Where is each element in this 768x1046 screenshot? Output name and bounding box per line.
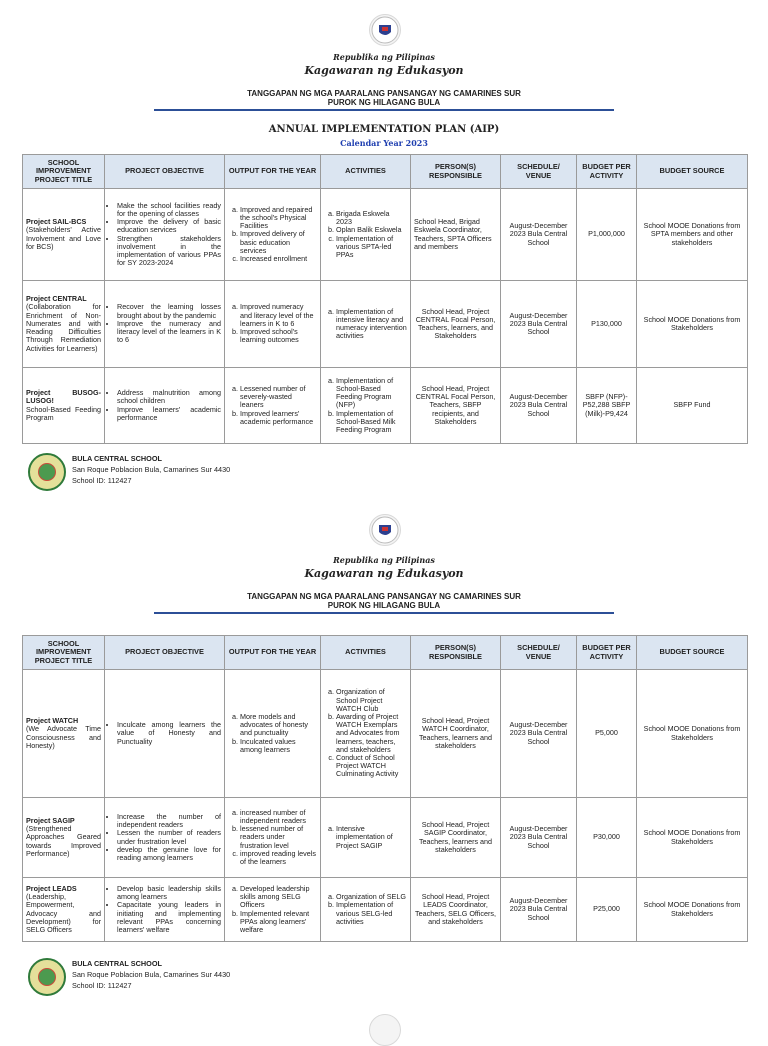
header-divider (154, 612, 614, 614)
schedule-cell: August-December 2023 Bula Central School (501, 368, 577, 444)
objective-cell (105, 798, 225, 878)
source-cell: School MOOE Donations from SPTA members and other stakeholders (637, 189, 748, 281)
school-logo-icon (28, 958, 66, 996)
republic-text: Republika ng Pilipinas (333, 52, 435, 62)
activity-item: b. Implementation of various SELG-led activities (336, 901, 407, 926)
output-item: a. Lessened number of severely-wasted leaners (240, 385, 317, 410)
schedule-cell: August-December 2023 Bula Central School (501, 798, 577, 878)
output-item: b. Inculcated values among learners (240, 738, 317, 754)
output-cell (225, 798, 321, 878)
project-title-cell (23, 670, 105, 798)
school-footer (28, 958, 328, 998)
col-header-persons: PERSON(S) RESPONSIBLE (411, 636, 501, 670)
budget-cell: SBFP (NFP)-P52,288 SBFP (Milk)-P9,424 (577, 368, 637, 444)
output-item: a. Improved and repaired the school's Physical Facilities (240, 206, 317, 231)
plan-title: ANNUAL IMPLEMENTATION PLAN (AIP) (268, 124, 500, 135)
objective-cell (105, 670, 225, 798)
activity-item: a. Implementation of intensive literacy and numeracy intervention activities (336, 308, 407, 341)
activities-cell (321, 189, 411, 281)
persons-cell: School Head, Project WATCH Coordinator, Teachers, learners and stakeholders (411, 670, 501, 798)
schedule-cell: August-December 2023 Bula Central School (501, 670, 577, 798)
activities-cell (321, 670, 411, 798)
activity-item: a. Organization of SELG (336, 893, 407, 901)
activity-item: a. Implementation of School-Based Feeding Program (NFP) (336, 377, 407, 410)
output-cell (225, 368, 321, 444)
output-cell (225, 878, 321, 942)
activity-item: b. Implementation of School-Based Milk Feeding Program (336, 410, 407, 435)
persons-cell: School Head, Project LEADS Coordinator, Teachers, SELG Officers, and stakeholders (411, 878, 501, 942)
output-item: b. Improved delivery of basic education services (240, 230, 317, 255)
col-header-output: OUTPUT FOR THE YEAR (225, 636, 321, 670)
project-desc: (We Advocate Time Consciousness and Honesty) (26, 724, 101, 750)
activities-cell (321, 368, 411, 444)
project-title-cell (23, 281, 105, 368)
footer-address: San Roque Poblacion Bula, Camarines Sur 4430 (72, 970, 231, 979)
output-item: a. Improved numeracy and literacy level of the learners in K to 6 (240, 303, 317, 328)
col-header-objective: PROJECT OBJECTIVE (105, 636, 225, 670)
col-header-source: BUDGET SOURCE (637, 636, 748, 670)
project-title-cell (23, 189, 105, 281)
activities-cell (321, 878, 411, 942)
col-header-budget: BUDGET PER ACTIVITY (577, 636, 637, 670)
source-cell: School MOOE Donations from Stakeholders (637, 798, 748, 878)
footer-address: San Roque Poblacion Bula, Camarines Sur 4430 (72, 465, 231, 474)
persons-cell: School Head, Project SAGIP Coordinator, Teachers, learners and stakeholders (411, 798, 501, 878)
table-row (23, 189, 748, 281)
activity-item: c. Implementation of various SPTA-led PPAs (336, 235, 407, 260)
republic-text: Republika ng Pilipinas (333, 555, 435, 565)
project-name: Project LEADS (26, 883, 77, 893)
objective-item: • develop the genuine love for reading among learners (117, 846, 221, 862)
office-line-2: PUROK NG HILAGANG BULA (327, 98, 441, 107)
objective-item: • Make the school facilities ready for the opening of classes (117, 202, 221, 218)
source-cell: SBFP Fund (637, 368, 748, 444)
budget-cell: P30,000 (577, 798, 637, 878)
project-desc: (Stakeholders' Active Involvement and Love for BCS) (26, 225, 101, 251)
output-item: b. lessened number of readers under frustration level (240, 825, 317, 850)
project-name: Project CENTRAL (26, 294, 87, 304)
budget-cell: P25,000 (577, 878, 637, 942)
output-cell (225, 281, 321, 368)
project-name: Project BUSOG-LUSOG! (26, 388, 101, 406)
output-item: a. More models and advocates of honesty and punctuality (240, 713, 317, 738)
project-title-cell (23, 878, 105, 942)
deped-seal-icon (369, 514, 401, 546)
school-logo-icon (28, 453, 66, 491)
budget-cell: P5,000 (577, 670, 637, 798)
activity-item: b. Awarding of Project WATCH Exemplars and Advocates from learners, teachers, and stakeholders (336, 713, 407, 754)
objective-item: • Improve the numeracy and literacy level of the learners in K to 6 (117, 320, 221, 345)
project-name: Project SAIL-BCS (26, 217, 87, 227)
objective-item: • Improve the delivery of basic education services (117, 218, 221, 234)
footer-school-id: School ID: 112427 (72, 476, 132, 485)
budget-cell: P1,000,000 (577, 189, 637, 281)
plan-year: Calendar Year 2023 (340, 138, 428, 148)
col-header-project-title: SCHOOL IMPROVEMENT PROJECT TITLE (23, 155, 105, 189)
output-item: a. Developed leadership skills among SELG Officers (240, 885, 317, 910)
aip-table (22, 635, 748, 942)
project-desc: (Leadership, Empowerment, Advocacy and Development) for SELG Officers (26, 892, 101, 934)
objective-item: • Increase the number of independent readers (117, 813, 221, 829)
schedule-cell: August-December 2023 Bula Central School (501, 878, 577, 942)
output-item: b. Improved learners' academic performance (240, 410, 317, 426)
col-header-budget: BUDGET PER ACTIVITY (577, 155, 637, 189)
output-item: c. Increased enrollment (240, 255, 317, 263)
col-header-schedule: SCHEDULE/ VENUE (501, 636, 577, 670)
objective-cell (105, 189, 225, 281)
col-header-schedule: SCHEDULE/ VENUE (501, 155, 577, 189)
footer-text (72, 958, 230, 991)
activities-cell (321, 798, 411, 878)
source-cell: School MOOE Donations from Stakeholders (637, 281, 748, 368)
school-footer (28, 453, 328, 493)
objective-cell (105, 878, 225, 942)
project-desc: (Strengthened Approaches Geared towards Improved Performance) (26, 824, 101, 858)
department-text: Kagawaran ng Edukasyon (304, 64, 464, 77)
footer-school-name: BULA CENTRAL SCHOOL (72, 454, 162, 463)
project-name: Project SAGIP (26, 815, 75, 825)
source-cell: School MOOE Donations from Stakeholders (637, 878, 748, 942)
document-page-2 (0, 500, 768, 1024)
project-desc: (Collaboration for Enrichment of Non-Numerates and with Reading Difficulties Through Remediation Activities for Learners) (26, 302, 101, 353)
output-item: b. Implemented relevant PPAs along learners' welfare (240, 910, 317, 935)
output-item: c. improved reading levels of the learners (240, 850, 317, 866)
activity-item: a. Intensive implementation of Project SAGIP (336, 825, 407, 850)
footer-text (72, 453, 230, 486)
objective-item: • Capacitate young leaders in initiating and implementing relevant PPAs concerning learners' welfare (117, 901, 221, 934)
document-page-1 (0, 0, 768, 500)
col-header-activities: ACTIVITIES (321, 155, 411, 189)
table-row (23, 281, 748, 368)
office-line-1: TANGGAPAN NG MGA PAARALANG PANSANGAY NG CAMARINES SUR (247, 89, 521, 98)
table-row (23, 670, 748, 798)
schedule-cell: August-December 2023 Bula Central School (501, 281, 577, 368)
department-text: Kagawaran ng Edukasyon (304, 567, 464, 580)
activity-item: a. Brigada Eskwela 2023 (336, 210, 407, 226)
project-desc: School-Based Feeding Program (26, 404, 101, 422)
objective-cell (105, 281, 225, 368)
persons-cell: School Head, Project CENTRAL Focal Person, Teachers, learners, and Stakeholders (411, 281, 501, 368)
aip-table (22, 154, 748, 444)
table-row (23, 368, 748, 444)
col-header-objective: PROJECT OBJECTIVE (105, 155, 225, 189)
source-cell: School MOOE Donations from Stakeholders (637, 670, 748, 798)
project-title-cell (23, 798, 105, 878)
objective-item: • Lessen the number of readers under frustration level (117, 829, 221, 845)
schedule-cell: August-December 2023 Bula Central School (501, 189, 577, 281)
deped-seal-icon (369, 1014, 401, 1046)
persons-cell: School Head, Brigad Eskwela Coordinator, Teachers, SPTA Officers and members (411, 189, 501, 281)
project-name: Project WATCH (26, 716, 79, 726)
output-item: b. Improved school's learning outcomes (240, 328, 317, 344)
output-cell (225, 189, 321, 281)
table-row (23, 798, 748, 878)
col-header-persons: PERSON(S) RESPONSIBLE (411, 155, 501, 189)
objective-item: • Inculcate among learners the value of Honesty and Punctuality (117, 721, 221, 746)
header-divider (154, 109, 614, 111)
office-line-1: TANGGAPAN NG MGA PAARALANG PANSANGAY NG CAMARINES SUR (247, 592, 521, 601)
table-row (23, 878, 748, 942)
objective-item: • Address malnutrition among school children (117, 389, 221, 405)
col-header-source: BUDGET SOURCE (637, 155, 748, 189)
col-header-output: OUTPUT FOR THE YEAR (225, 155, 321, 189)
footer-school-id: School ID: 112427 (72, 981, 132, 990)
col-header-activities: ACTIVITIES (321, 636, 411, 670)
activity-item: b. Oplan Balik Eskwela (336, 226, 407, 234)
budget-cell: P130,000 (577, 281, 637, 368)
output-item: a. increased number of independent readers (240, 809, 317, 825)
activity-item: c. Conduct of School Project WATCH Culminating Activity (336, 754, 407, 779)
objective-item: • Improve learners' academic performance (117, 406, 221, 422)
objective-item: • Develop basic leadership skills among learners (117, 885, 221, 901)
objective-cell (105, 368, 225, 444)
deped-seal-icon (369, 14, 401, 46)
persons-cell: School Head, Project CENTRAL Focal Person, Teachers, SBFP recipients, and Stakeholders (411, 368, 501, 444)
footer-school-name: BULA CENTRAL SCHOOL (72, 959, 162, 968)
col-header-project-title: SCHOOL IMPROVEMENT PROJECT TITLE (23, 636, 105, 670)
objective-item: • Strengthen stakeholders involvement in the implementation of various PPAs for SY 2023-2024 (117, 235, 221, 268)
objective-item: • Recover the learning losses brought about by the pandemic (117, 303, 221, 319)
office-line-2: PUROK NG HILAGANG BULA (327, 601, 441, 610)
project-title-cell (23, 368, 105, 444)
output-cell (225, 670, 321, 798)
activities-cell (321, 281, 411, 368)
activity-item: a. Organization of School Project WATCH Club (336, 688, 407, 713)
